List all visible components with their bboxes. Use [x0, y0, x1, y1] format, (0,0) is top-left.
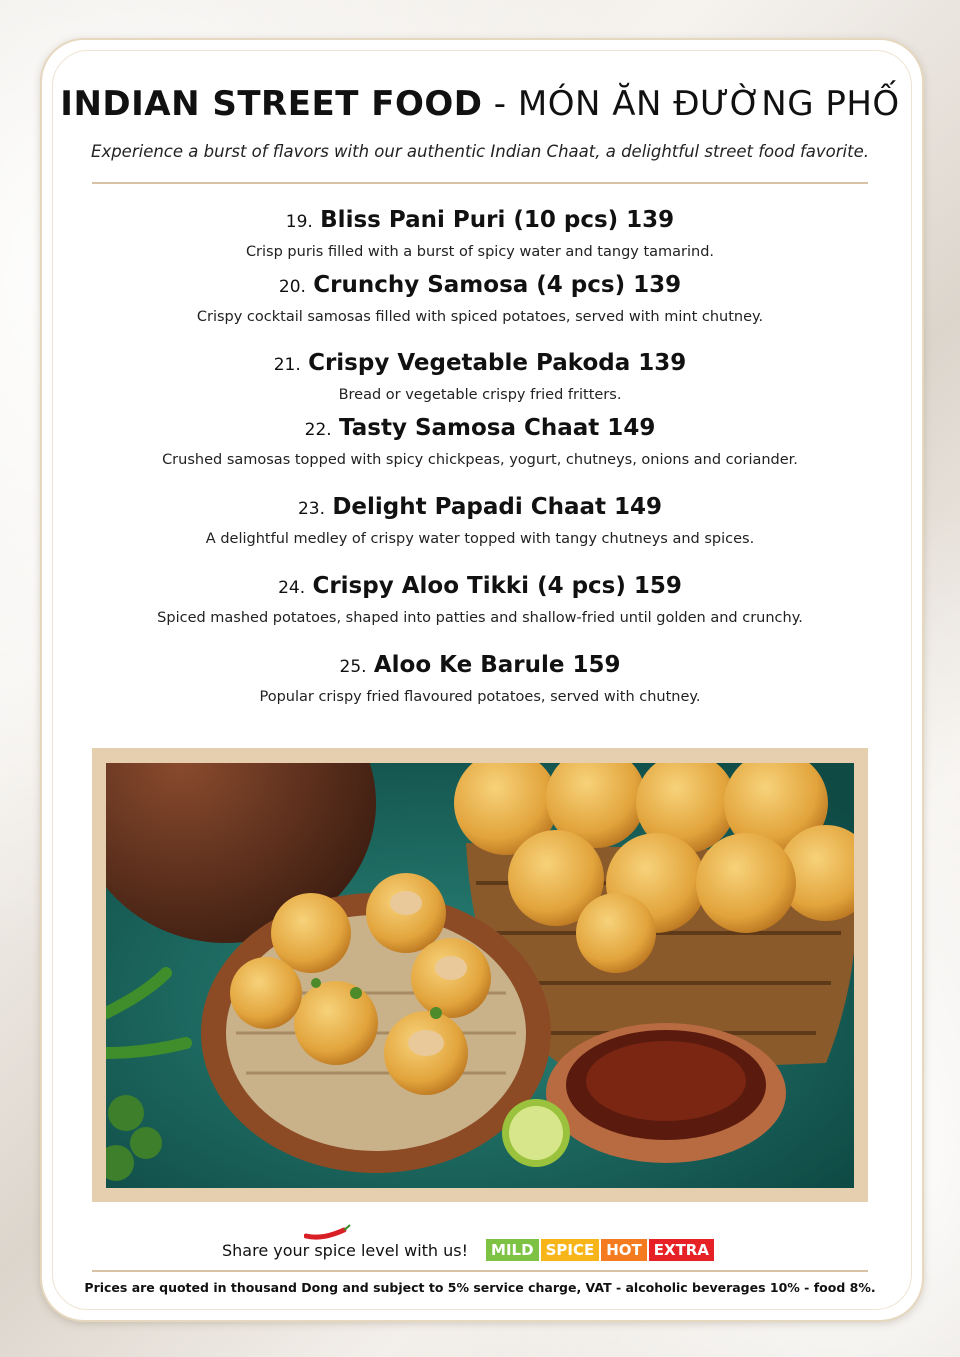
item-number: 24.: [278, 578, 306, 598]
header-divider: [92, 182, 868, 184]
page-subtitle: Experience a burst of flavors with our authentic Indian Chaat, a delightful street food favorite.: [91, 142, 869, 161]
price-note: Prices are quoted in thousand Dong and subject to 5% service charge, VAT - alcoholic beverages 10% - food 8%.: [84, 1280, 876, 1295]
item-name: Crispy Aloo Tikki (4 pcs) 159: [312, 573, 682, 599]
menu-item: [0, 413, 960, 470]
item-description: Popular crispy fried flavoured potatoes, served with chutney.: [259, 689, 701, 705]
item-description: Bread or vegetable crispy fried fritters.: [338, 387, 622, 403]
item-number: 21.: [273, 355, 301, 375]
menu-item: [0, 348, 960, 405]
spice-chip-extra: EXTRA: [649, 1239, 714, 1261]
spice-chip-mild: MILD: [486, 1239, 539, 1261]
item-number: 25.: [339, 657, 367, 677]
menu-item: [0, 205, 960, 262]
food-photo: [106, 763, 854, 1188]
menu-item: [0, 571, 960, 628]
item-description: Crisp puris filled with a burst of spicy water and tangy tamarind.: [245, 244, 715, 260]
title-separator: -: [482, 84, 518, 124]
item-number: 19.: [285, 212, 313, 232]
item-name: Bliss Pani Puri (10 pcs) 139: [320, 207, 675, 233]
title-english: INDIAN STREET FOOD: [60, 84, 483, 124]
menu-item: [0, 650, 960, 707]
item-name: Crunchy Samosa (4 pcs) 139: [313, 272, 682, 298]
item-description: Crushed samosas topped with spicy chickpeas, yogurt, chutneys, onions and coriander.: [162, 452, 798, 468]
item-number: 22.: [304, 420, 332, 440]
title-vietnamese: MÓN ĂN ĐƯỜNG PHỐ: [517, 84, 900, 124]
item-number: 23.: [297, 499, 325, 519]
menu-item: [0, 492, 960, 549]
footer-divider: [92, 1270, 868, 1272]
item-description: A delightful medley of crispy water topped with tangy chutneys and spices.: [205, 531, 755, 547]
pani-puri-illustration: [106, 763, 854, 1188]
item-name: Crispy Vegetable Pakoda 139: [308, 350, 687, 376]
spice-level-bar: [222, 1238, 714, 1262]
spice-chip-hot: HOT: [601, 1239, 647, 1261]
spice-prompt: Share your spice level with us!: [222, 1240, 469, 1260]
item-number: 20.: [278, 277, 306, 297]
item-name: Aloo Ke Barule 159: [373, 652, 621, 678]
page-title: [0, 84, 960, 124]
item-name: Delight Papadi Chaat 149: [332, 494, 663, 520]
menu-item: [0, 270, 960, 327]
item-description: Crispy cocktail samosas filled with spiced potatoes, served with mint chutney.: [196, 309, 764, 325]
spice-chip-spice: SPICE: [541, 1239, 600, 1261]
item-description: Spiced mashed potatoes, shaped into patties and shallow-fried until golden and crunchy.: [157, 610, 803, 626]
item-name: Tasty Samosa Chaat 149: [339, 415, 656, 441]
